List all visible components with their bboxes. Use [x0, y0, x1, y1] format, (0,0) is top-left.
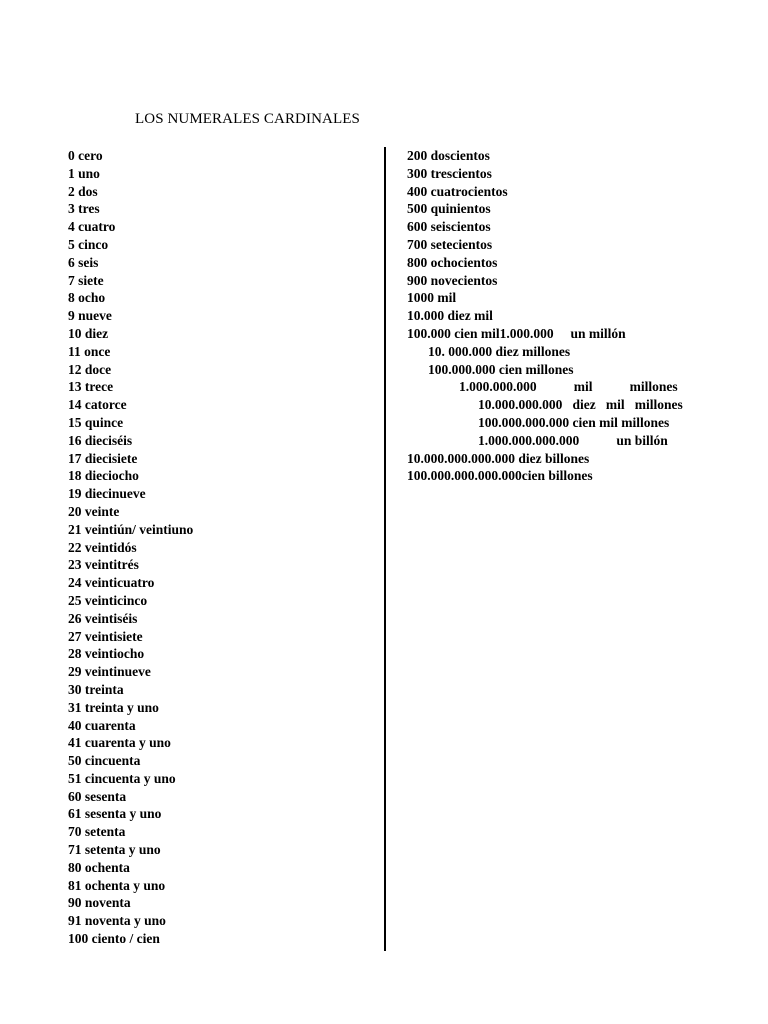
numeral-line: 17 diecisiete	[68, 450, 138, 466]
numeral-line: 12 doce	[68, 361, 112, 377]
numeral-line: 90 noventa	[68, 895, 131, 911]
numeral-line: 11 once	[68, 343, 111, 359]
numeral-line: 71 setenta y uno	[68, 842, 161, 858]
numeral-line: 31 treinta y uno	[68, 699, 159, 715]
numerals-right-column	[407, 147, 747, 485]
numeral-line: 100.000 cien mil1.000.000 un millón	[407, 325, 626, 341]
numeral-line: 16 dieciséis	[68, 432, 133, 448]
numeral-line: 900 novecientos	[407, 272, 498, 288]
numeral-line: 10. 000.000 diez millones	[428, 343, 571, 359]
numeral-line: 1.000.000.000 mil millones	[459, 379, 678, 395]
numeral-line: 50 cincuenta	[68, 753, 141, 769]
numeral-line: 300 trescientos	[407, 165, 492, 181]
numeral-line: 24 veinticuatro	[68, 575, 155, 591]
numeral-line: 15 quince	[68, 414, 124, 430]
numeral-line: 18 dieciocho	[68, 468, 139, 484]
numeral-line: 40 cuarenta	[68, 717, 136, 733]
numeral-line: 200 doscientos	[407, 148, 490, 163]
numeral-line: 41 cuarenta y uno	[68, 735, 171, 751]
numeral-line: 9 nueve	[68, 308, 112, 324]
numeral-line: 7 siete	[68, 272, 104, 288]
numeral-line: 27 veintisiete	[68, 628, 143, 644]
numeral-line: 700 setecientos	[407, 236, 493, 252]
numeral-line: 1000 mil	[407, 290, 457, 306]
numeral-line: 5 cinco	[68, 236, 109, 252]
numeral-line: 23 veintitrés	[68, 557, 139, 573]
numeral-line: 51 cincuenta y uno	[68, 770, 176, 786]
numeral-line: 22 veintidós	[68, 539, 137, 555]
numeral-line: 26 veintiséis	[68, 610, 138, 626]
numeral-line: 70 setenta	[68, 824, 126, 840]
numeral-line: 13 trece	[68, 379, 114, 395]
numeral-line: 10.000.000.000 diez mil millones	[478, 397, 683, 413]
numeral-line: 800 ochocientos	[407, 254, 498, 270]
numeral-line: 4 cuatro	[68, 219, 116, 235]
numeral-line: 2 dos	[68, 183, 98, 199]
numeral-line: 6 seis	[68, 254, 99, 270]
numeral-line: 100.000.000 cien millones	[428, 361, 574, 377]
numeral-line: 14 catorce	[68, 397, 127, 413]
numeral-line: 10.000 diez mil	[407, 308, 493, 324]
numeral-line: 8 ocho	[68, 290, 106, 306]
numeral-line: 10.000.000.000.000 diez billones	[407, 450, 590, 466]
numeral-line: 29 veintinueve	[68, 664, 151, 680]
numerals-left-column	[68, 147, 368, 948]
numeral-line: 100.000.000.000.000cien billones	[407, 468, 593, 484]
numeral-line: 10 diez	[68, 325, 109, 341]
numeral-line: 500 quinientos	[407, 201, 491, 217]
numeral-line: 80 ochenta	[68, 859, 130, 875]
numeral-line: 21 veintiún/ veintiuno	[68, 521, 194, 537]
numeral-line: 1.000.000.000.000 un billón	[478, 432, 668, 448]
numeral-line: 3 tres	[68, 201, 100, 217]
numeral-line: 91 noventa y uno	[68, 913, 166, 929]
numeral-line: 100.000.000.000 cien mil millones	[478, 414, 670, 430]
numeral-line: 25 veinticinco	[68, 592, 148, 608]
column-divider	[384, 147, 386, 951]
numeral-line: 0 cero	[68, 148, 103, 163]
numeral-line: 400 cuatrocientos	[407, 183, 508, 199]
numeral-line: 28 veintiocho	[68, 646, 145, 662]
page-title: LOS NUMERALES CARDINALES	[135, 111, 360, 127]
numeral-line: 61 sesenta y uno	[68, 806, 162, 822]
numeral-line: 30 treinta	[68, 681, 124, 697]
numeral-line: 1 uno	[68, 165, 100, 181]
numeral-line: 19 diecinueve	[68, 486, 146, 502]
numeral-line: 100 ciento / cien	[68, 931, 160, 947]
numeral-line: 600 seiscientos	[407, 219, 491, 235]
numeral-line: 60 sesenta	[68, 788, 127, 804]
numeral-line: 81 ochenta y uno	[68, 877, 166, 893]
numeral-line: 20 veinte	[68, 503, 120, 519]
